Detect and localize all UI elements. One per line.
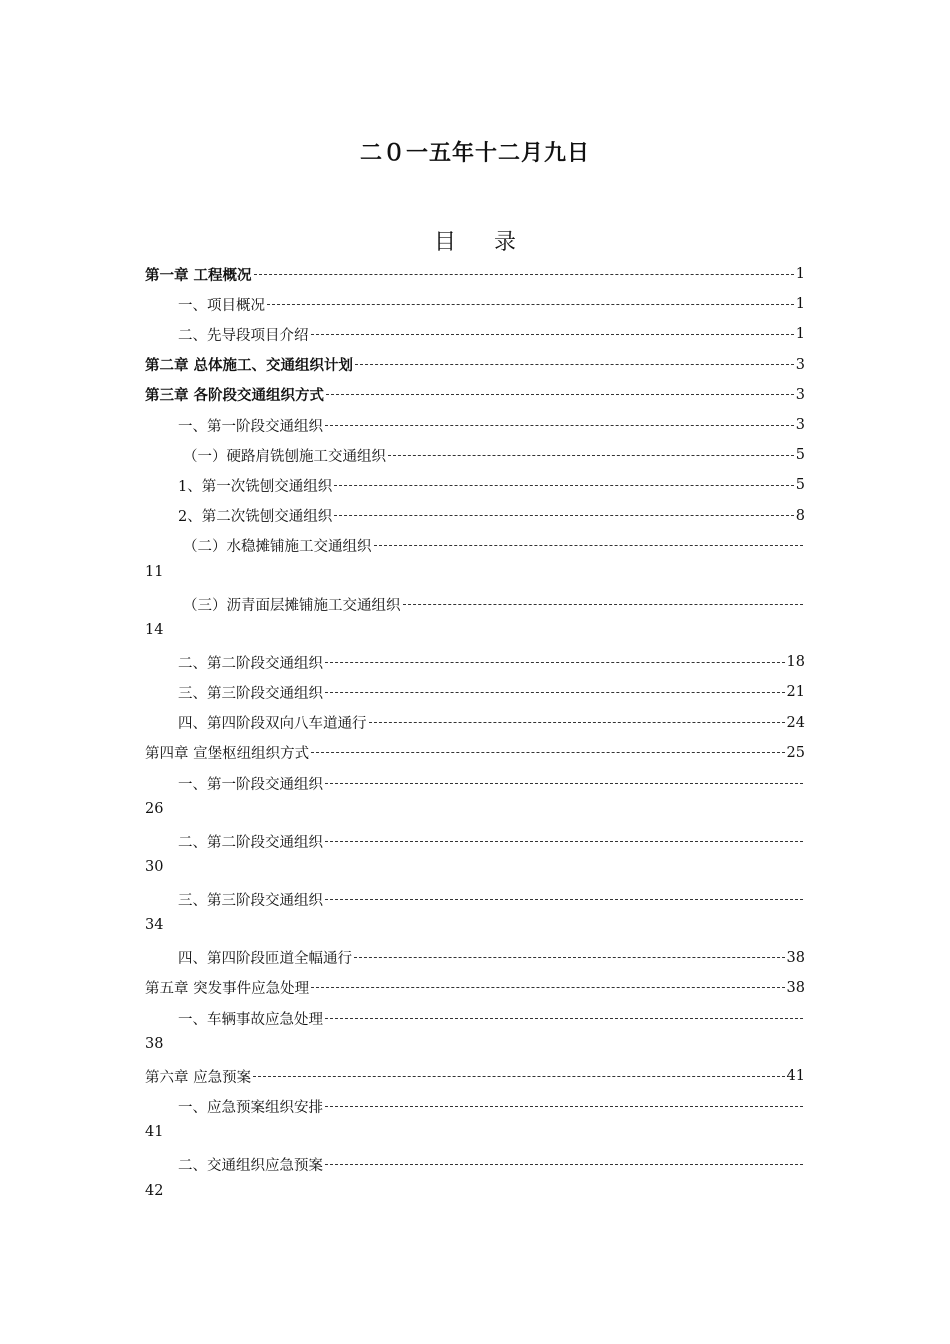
toc-entry-label: 四、第四阶段匝道全幅通行 (178, 951, 352, 968)
toc-page-number: 3 (795, 356, 805, 373)
toc-title: 目录 (433, 230, 554, 255)
toc-entry-label: 一、第一阶段交通组织 (178, 418, 323, 435)
toc-entry[interactable] (145, 384, 805, 406)
toc-entry[interactable] (145, 593, 805, 615)
toc-leader-dashes (254, 274, 794, 275)
toc-entry[interactable] (145, 681, 805, 703)
toc-entry[interactable] (145, 977, 805, 999)
toc-entry-label: 四、第四阶段双向八车道通行 (178, 716, 367, 733)
toc-entry-label: 第一章 工程概况 (145, 267, 252, 284)
date-line: 二０一五年十二月九日 (359, 141, 590, 166)
toc-entry[interactable] (145, 742, 805, 764)
toc-page-number: 1 (795, 296, 805, 313)
toc-entry[interactable] (145, 263, 805, 285)
toc-entry[interactable] (145, 712, 805, 734)
toc-entry[interactable] (145, 505, 805, 527)
toc-entry-label: 一、应急预案组织安排 (178, 1099, 323, 1116)
toc-page-number: 41 (786, 1068, 805, 1085)
toc-page-number: 5 (795, 447, 805, 464)
toc-entry-label: 一、第一阶段交通组织 (178, 776, 323, 793)
toc-entry-label: 1、第一次铣刨交通组织 (178, 478, 333, 495)
toc-leader-dashes (311, 987, 784, 988)
toc-leader-dashes (354, 957, 785, 958)
toc-leader-dashes (374, 545, 804, 546)
toc-entry[interactable] (145, 354, 805, 376)
toc-page-number: 34 (145, 917, 164, 934)
toc-leader-dashes (334, 485, 794, 486)
toc-leader-dashes (325, 662, 785, 663)
toc-entry-label: 第五章 突发事件应急处理 (145, 981, 310, 998)
toc-entry[interactable] (145, 414, 805, 436)
toc-leader-dashes (325, 899, 803, 900)
toc-entry-label: 2、第二次铣刨交通组织 (178, 509, 333, 526)
toc-entry[interactable] (145, 1065, 805, 1087)
toc-leader-dashes (325, 783, 803, 784)
toc-entry[interactable] (145, 474, 805, 496)
toc-leader-dashes (326, 394, 794, 395)
toc-page-number: 5 (795, 477, 805, 494)
toc-leader-dashes (355, 364, 794, 365)
toc-page-number: 14 (145, 622, 164, 638)
toc-entry-label: 一、车辆事故应急处理 (178, 1011, 323, 1028)
toc-page-number: 18 (786, 654, 805, 671)
toc-leader-dashes (325, 1164, 803, 1165)
toc-entry[interactable] (145, 772, 805, 794)
toc-entry-label: 二、第二阶段交通组织 (178, 834, 323, 851)
toc-entry-label: （三）沥青面层摊铺施工交通组织 (183, 597, 401, 614)
toc-entry[interactable] (145, 444, 805, 466)
toc-leader-dashes (267, 304, 794, 305)
toc-page-number: 30 (145, 859, 164, 876)
toc-entry[interactable] (145, 1095, 805, 1117)
toc-entry-label: 第六章 应急预案 (145, 1069, 252, 1086)
toc-leader-dashes (253, 1076, 784, 1077)
toc-leader-dashes (369, 722, 785, 723)
toc-entry-label: 三、第三阶段交通组织 (178, 892, 323, 909)
toc-page-number: 3 (795, 417, 805, 433)
toc-page-number: 38 (145, 1036, 164, 1052)
toc-page-number: 26 (145, 801, 164, 817)
toc-page-number: 1 (795, 266, 805, 282)
toc-leader-dashes (325, 841, 803, 842)
toc-entry-label: 第三章 各阶段交通组织方式 (145, 388, 325, 405)
toc-entry-label: （一）硬路肩铣刨施工交通组织 (183, 448, 386, 465)
toc-page-number: 3 (795, 386, 805, 403)
toc-page-number: 24 (786, 714, 805, 731)
toc-page-number: 21 (786, 684, 805, 701)
toc-page-number: 42 (145, 1182, 164, 1199)
toc-entry-label: 二、交通组织应急预案 (178, 1158, 323, 1175)
toc-leader-dashes (403, 604, 804, 605)
toc-leader-dashes (388, 455, 794, 456)
toc-entry[interactable] (145, 888, 805, 910)
toc-leader-dashes (325, 1018, 803, 1019)
toc-page-number: 8 (795, 507, 805, 524)
toc-entry[interactable] (145, 1007, 805, 1029)
toc-entry[interactable] (145, 1154, 805, 1176)
toc-page-number: 1 (795, 326, 805, 343)
toc-entry-label: 一、项目概况 (178, 297, 265, 314)
toc-entry[interactable] (145, 651, 805, 673)
toc-page-number: 41 (145, 1124, 164, 1141)
toc-entry[interactable] (145, 947, 805, 969)
toc-page-number: 38 (786, 949, 805, 966)
toc-leader-dashes (311, 752, 784, 753)
toc-entry[interactable] (145, 323, 805, 345)
toc-entry-label: 二、先导段项目介绍 (178, 327, 309, 344)
toc-page-number: 25 (786, 744, 805, 761)
toc-leader-dashes (325, 1106, 803, 1107)
toc-leader-dashes (325, 425, 794, 426)
toc-leader-dashes (311, 334, 794, 335)
toc-entry-label: （二）水稳摊铺施工交通组织 (183, 539, 372, 556)
toc-leader-dashes (325, 692, 785, 693)
toc-entry-label: 二、第二阶段交通组织 (178, 655, 323, 672)
toc-entry[interactable] (145, 293, 805, 315)
toc-entry-label: 三、第三阶段交通组织 (178, 685, 323, 702)
toc-page-number: 11 (145, 563, 164, 580)
toc-entry[interactable] (145, 535, 805, 557)
toc-page-number: 38 (786, 979, 805, 996)
toc-leader-dashes (334, 515, 794, 516)
toc-entry-label: 第四章 宣堡枢纽组织方式 (145, 746, 310, 763)
toc-entry[interactable] (145, 830, 805, 852)
toc-entry-label: 第二章 总体施工、交通组织计划 (145, 358, 354, 375)
